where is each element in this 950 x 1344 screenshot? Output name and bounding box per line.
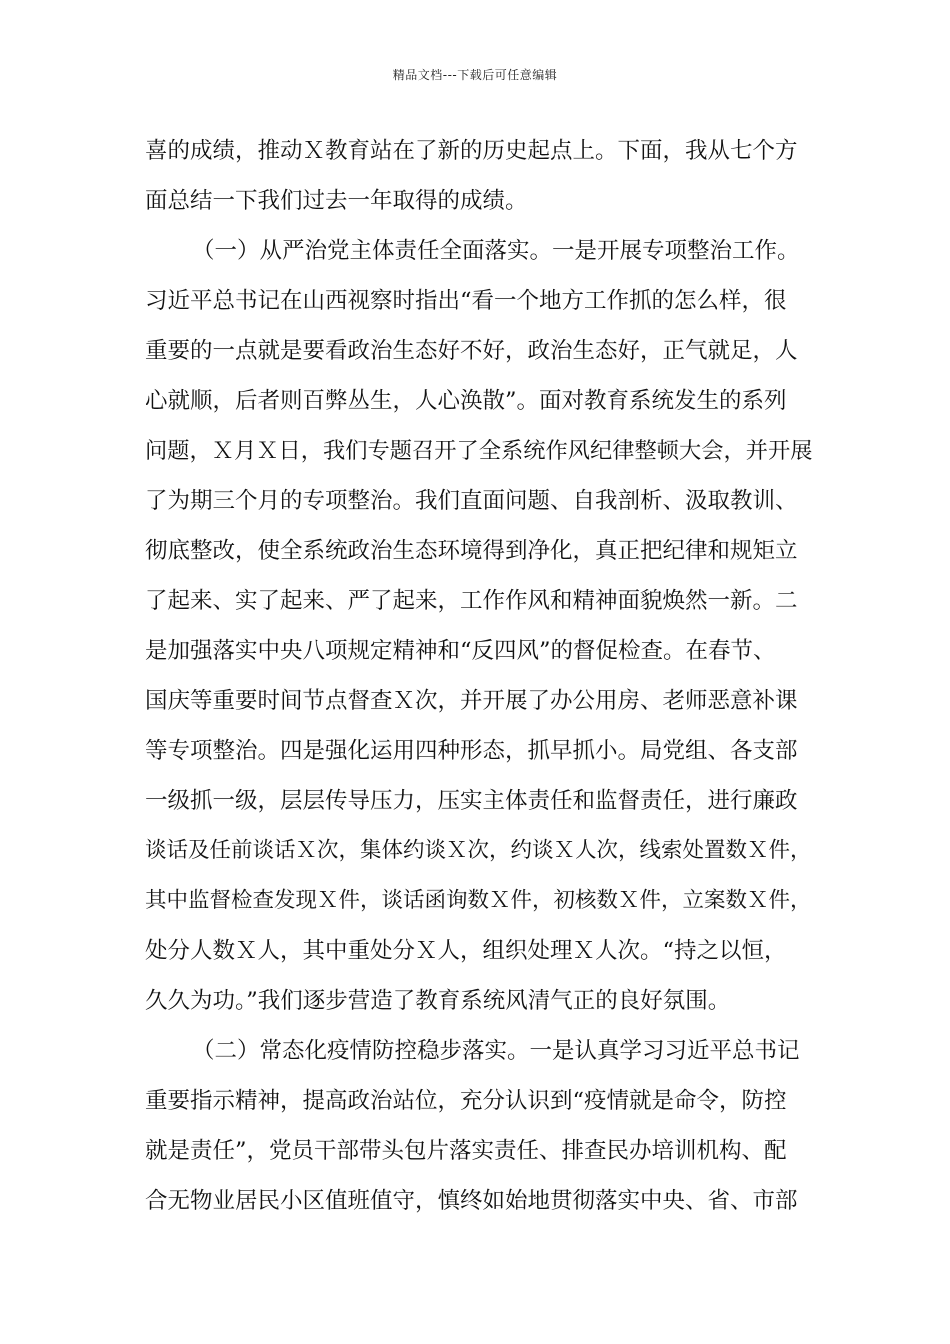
text-line: 面总结一下我们过去一年取得的成绩。 bbox=[145, 188, 528, 214]
paragraph-heading-2: （二）常态化疫情防控稳步落实。一是认真学习习近平总书记 bbox=[192, 1038, 800, 1064]
text-line: 了起来、实了起来、严了起来，工作作风和精神面貌焕然一新。二 bbox=[145, 588, 798, 614]
text-line: 重要指示精神，提高政治站位，充分认识到“疫情就是命令，防控 bbox=[145, 1088, 787, 1114]
text-line: 喜的成绩，推动Ｘ教育站在了新的历史起点上。下面，我从七个方 bbox=[145, 138, 798, 164]
page-header: 精品文档---下载后可任意编辑 bbox=[392, 68, 558, 82]
text-line: 等专项整治。四是强化运用四种形态，抓早抓小。局党组、各支部 bbox=[145, 738, 798, 764]
text-line: 合无物业居民小区值班值守，慎终如始地贯彻落实中央、省、市部 bbox=[145, 1188, 798, 1214]
text-line: 问题，Ｘ月Ｘ日，我们专题召开了全系统作风纪律整顿大会，并开展 bbox=[145, 438, 813, 464]
text-line: 了为期三个月的专项整治。我们直面问题、自我剖析、汲取教训、 bbox=[145, 488, 798, 514]
text-line: 国庆等重要时间节点督查Ｘ次，并开展了办公用房、老师恶意补课 bbox=[145, 688, 798, 714]
text-line: 处分人数Ｘ人，其中重处分Ｘ人，组织处理Ｘ人次。“持之以恒， bbox=[145, 938, 787, 964]
text-line: 谈话及任前谈话Ｘ次，集体约谈Ｘ次，约谈Ｘ人次，线索处置数Ｘ件， bbox=[145, 838, 812, 863]
text-line: 习近平总书记在山西视察时指出“看一个地方工作抓的怎么样，很 bbox=[145, 288, 787, 314]
text-line: 就是责任”，党员干部带头包片落实责任、排查民办培训机构、配 bbox=[145, 1138, 787, 1164]
text-line: 其中监督检查发现Ｘ件，谈话函询数Ｘ件，初核数Ｘ件，立案数Ｘ件， bbox=[145, 888, 812, 913]
text-line: 是加强落实中央八项规定精神和“反四风”的督促检查。在春节、 bbox=[145, 638, 776, 664]
text-line: 一级抓一级，层层传导压力，压实主体责任和监督责任，进行廉政 bbox=[145, 788, 798, 814]
text-line: 久久为功。”我们逐步营造了教育系统风清气正的良好氛围。 bbox=[145, 988, 731, 1014]
paragraph-heading-1: （一）从严治党主体责任全面落实。一是开展专项整治工作。 bbox=[192, 238, 800, 264]
text-line: 重要的一点就是要看政治生态好不好，政治生态好，正气就足，人 bbox=[145, 338, 798, 364]
text-line: 彻底整改，使全系统政治生态环境得到净化，真正把纪律和规矩立 bbox=[145, 538, 798, 564]
text-line: 心就顺，后者则百弊丛生，人心涣散”。面对教育系统发生的系列 bbox=[145, 388, 787, 414]
